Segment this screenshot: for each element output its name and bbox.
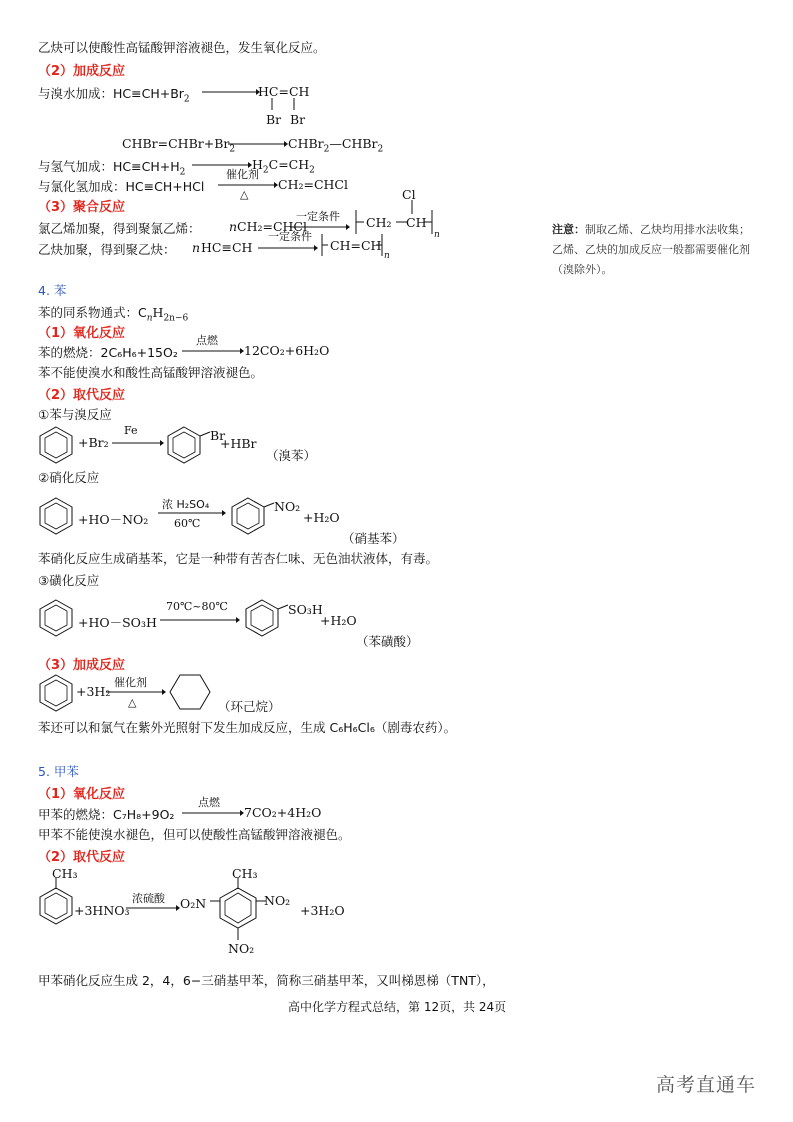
- nitration-temp: 60℃: [174, 517, 201, 530]
- chloroethene-product: CH₂=CHCl: [278, 177, 348, 192]
- catalyst-label: 催化剂: [114, 676, 147, 689]
- pvc-n: n: [229, 219, 238, 234]
- hbr-product: +HBr: [220, 436, 257, 451]
- benzene-ring-icon: [36, 597, 76, 637]
- ch3-left: CH₃: [52, 866, 78, 881]
- pvc-label: 氯乙烯加聚，得到聚氯乙烯：: [38, 221, 201, 236]
- fe-catalyst: Fe: [124, 424, 138, 437]
- benzenesulfonic-ring-icon: [242, 597, 292, 637]
- benzene-ring-icon: [36, 424, 76, 464]
- tnt-description: 甲苯硝化反应生成 2，4，6−三硝基甲苯，简称三硝基甲苯，又叫梯恩梯（TNT），: [38, 973, 495, 988]
- nitration-title: ②硝化反应: [38, 470, 100, 485]
- nitrobenzene-name: （硝基苯）: [342, 531, 405, 546]
- pvc-subscript-n: n: [434, 230, 440, 240]
- bond-lines: [262, 98, 302, 112]
- benzenesulfonic-name: （苯磺酸）: [356, 634, 419, 649]
- hcl-addition-left: 与氯化氢加成：HC≡CH+HCl: [38, 179, 205, 194]
- sulfuric-acid-catalyst: 浓硫酸: [132, 892, 165, 905]
- pa-unit: CH=CH: [330, 238, 382, 253]
- tetrabromoethane-product: CHBr$_2$—CHBr$_2$: [288, 136, 384, 155]
- toluene-no-decolor: 甲苯不能使溴水褪色，但可以使酸性高锰酸钾溶液褪色。: [38, 827, 351, 842]
- page-footer: 高中化学方程式总结，第 12页，共 24页: [288, 1000, 507, 1014]
- so3h-label: SO₃H: [288, 602, 323, 617]
- reaction-arrow: [256, 240, 318, 254]
- br-substituent-1: Br: [266, 112, 282, 127]
- reaction-arrow: [180, 343, 244, 357]
- heading-polymerization: （3）聚合反应: [38, 200, 126, 215]
- br-label: Br: [210, 428, 226, 443]
- heading-oxidation: （1）氧化反应: [38, 326, 126, 341]
- h2-addition-left: 与氢气加成：$HC\equiv CH+H_2$: [38, 159, 186, 178]
- benzene-ring-icon: [36, 495, 76, 535]
- h2-reagent: +3H₂: [76, 684, 111, 699]
- heading-addition: （3）加成反应: [38, 658, 126, 673]
- watermark: 高考直通车: [656, 1074, 757, 1096]
- water-product: +H₂O: [303, 510, 340, 525]
- catalyst-label: 催化剂: [226, 168, 259, 181]
- sulfonation-title: ③磺化反应: [38, 573, 100, 588]
- pa-monomer: HC≡CH: [201, 240, 253, 255]
- no2-right: NO₂: [264, 893, 291, 908]
- dibromoethene-product: HC=CH: [258, 84, 310, 99]
- reaction-arrow: [124, 900, 180, 914]
- pvc-ch: CH: [406, 215, 427, 230]
- reaction-arrow: [110, 435, 164, 449]
- br-substituent-2: Br: [290, 112, 306, 127]
- benzene-combustion-right: 12CO₂+6H₂O: [244, 343, 330, 358]
- heading-substitution: （2）取代反应: [38, 388, 126, 403]
- benzene-no-decolor: 苯不能使溴水和酸性高锰酸钾溶液褪色。: [38, 365, 264, 380]
- ethene-product: $H_2C=CH_2$: [252, 157, 315, 176]
- heading-oxidation: （1）氧化反应: [38, 787, 126, 802]
- nitrobenzene-description: 苯硝化反应生成硝基苯，它是一种带有苦杏仁味、无色油状液体，有毒。: [38, 551, 439, 566]
- pvc-cl: Cl: [402, 187, 416, 202]
- bromobenzene-name: （溴苯）: [266, 448, 317, 463]
- water-product: +3H₂O: [300, 903, 345, 918]
- toluene-ring-icon: [36, 878, 76, 928]
- nitric-acid-reagent: +HO－NO₂: [78, 512, 149, 527]
- cyclohexane-name: （环己烷）: [218, 699, 281, 714]
- reaction-arrow: [200, 84, 260, 98]
- br-addition-label: 与溴水加成：$HC\equiv CH+Br_2$: [38, 86, 190, 105]
- chlorine-addition-description: 苯还可以和氯气在紫外光照射下发生加成反应，生成 C₆H₆Cl₆（剧毒农药）。: [38, 720, 457, 735]
- toluene-combustion-left: 甲苯的燃烧：C₇H₈+9O₂: [38, 807, 175, 822]
- tnt-ring-icon: [206, 876, 270, 946]
- toluene-combustion-right: 7CO₂+4H₂O: [244, 805, 322, 820]
- heading-addition: （2）加成反应: [38, 64, 126, 79]
- sulfonation-temp: 70℃~80℃: [166, 600, 228, 613]
- pa-n: n: [192, 240, 201, 255]
- benzene-ring-icon: [36, 672, 76, 712]
- bromobenzene-ring-icon: [164, 424, 214, 464]
- reaction-arrow: [158, 612, 240, 626]
- heat-symbol: △: [128, 696, 137, 709]
- sulfuric-acid-reagent: +HO－SO₃H: [78, 615, 157, 630]
- section-title-toluene: 5. 甲苯: [38, 764, 79, 779]
- heading-substitution: （2）取代反应: [38, 850, 126, 865]
- ch3-right: CH₃: [232, 866, 258, 881]
- pvc-monomer: CH₂=CHCl: [237, 219, 307, 234]
- o2n-label: O₂N: [180, 896, 207, 911]
- alkyne-oxidation-line: 乙炔可以使酸性高锰酸钾溶液褪色，发生氧化反应。: [38, 40, 326, 55]
- water-product: +H₂O: [320, 613, 357, 628]
- bromination-title: ①苯与溴反应: [38, 407, 112, 422]
- no2-label: NO₂: [274, 499, 301, 514]
- h2so4-catalyst: 浓 H₂SO₄: [162, 498, 210, 511]
- cyclohexane-ring-icon: [168, 672, 212, 712]
- heat-symbol: △: [240, 188, 249, 201]
- combustion-condition: 点燃: [198, 796, 220, 809]
- pvc-condition: 一定条件: [296, 210, 340, 223]
- benzene-combustion-left: 苯的燃烧：2C₆H₆+15O₂: [38, 345, 178, 360]
- reaction-arrow: [180, 805, 244, 819]
- no2-bottom: NO₂: [228, 941, 255, 956]
- combustion-condition: 点燃: [196, 334, 218, 347]
- br2-reagent: +Br₂: [78, 435, 109, 450]
- pa-subscript-n: n: [384, 251, 390, 261]
- nitric-acid-reagent: +3HNO₃: [74, 903, 130, 918]
- chbr-addition-left: $CHBr=CHBr+Br_2$: [122, 136, 236, 155]
- polyacetylene-label: 乙炔加聚，得到聚乙炔：: [38, 242, 176, 257]
- side-note: 注意：制取乙烯、乙炔均用排水法收集；乙烯、乙炔的加成反应一般都需要催化剂（溴除外）。: [552, 223, 750, 276]
- pa-condition: 一定条件: [268, 230, 312, 243]
- benzene-homolog-formula: 苯的同系物通式：$C_nH_{2n-6}$: [38, 305, 189, 324]
- nitrobenzene-ring-icon: [228, 495, 278, 535]
- pvc-ch2: CH₂: [366, 215, 392, 230]
- reaction-arrow: [226, 136, 288, 150]
- section-title-benzene: 4. 苯: [38, 283, 67, 298]
